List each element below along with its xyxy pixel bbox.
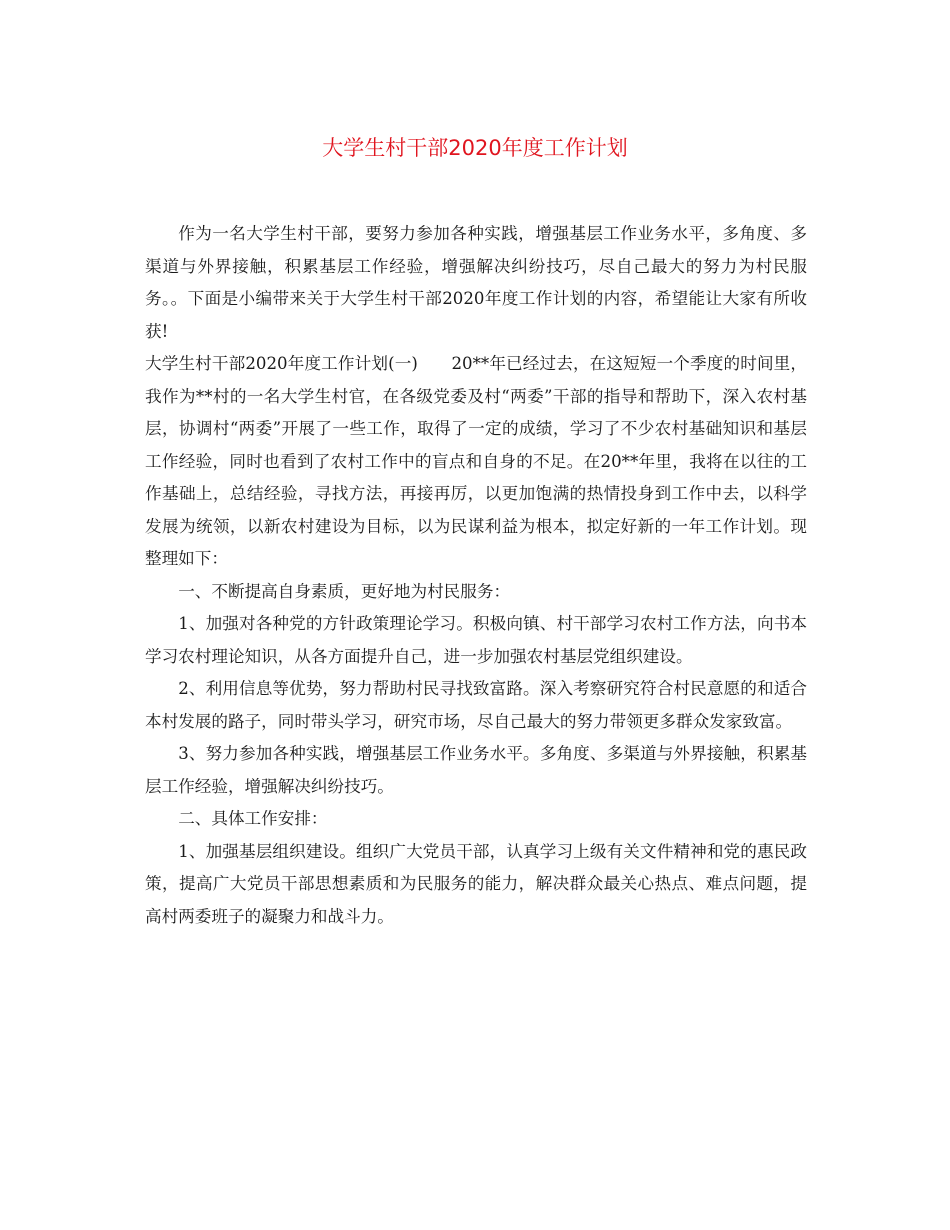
document-title: 大学生村干部2020年度工作计划 <box>322 136 628 160</box>
section-heading-one: 一、不断提高自身素质，更好地为村民服务： <box>178 581 511 601</box>
paragraph-item-2: 2、利用信息等优势，努力帮助村民寻找致富路。深入考察研究符合村民意愿的和适合本村发展的路子，同时带头学习，研究市场，尽自己最大的努力带领更多群众发家致富。 <box>145 679 807 731</box>
paragraph-arrangement-1: 1、加强基层组织建设。组织广大党员干部，认真学习上级有关文件精神和党的惠民政策，提高广大党员干部思想素质和为民服务的能力，解决群众最关心热点、难点问题，提高村两委班子的凝聚力和战斗力。 <box>145 841 807 926</box>
paragraph-item-1: 1、加强对各种党的方针政策理论学习。积极向镇、村干部学习农村工作方法，向书本学习农村理论知识，从各方面提升自己，进一步加强农村基层党组织建设。 <box>145 614 807 666</box>
section-heading-two: 二、具体工作安排： <box>178 809 328 828</box>
document-body <box>145 218 807 933</box>
paragraph-item-3: 3、努力参加各种实践，增强基层工作业务水平。多角度、多渠道与外界接触，积累基层工作经验，增强解决纠纷技巧。 <box>145 744 807 796</box>
paragraph-intro: 作为一名大学生村干部，要努力参加各种实践，增强基层工作业务水平，多角度、多渠道与外界接触，积累基层工作经验，增强解决纠纷技巧，尽自己最大的努力为村民服务。。下面是小编带来关于大学生村干部2020年度工作计划的内容，希望能让大家有所收获! <box>145 224 807 341</box>
paragraph-plan-one: 大学生村干部2020年度工作计划(一) 20**年已经过去，在这短短一个季度的时间里，我作为**村的一名大学生村官，在各级党委及村“两委”干部的指导和帮助下，深入农村基层，协调村“两委”开展了一些工作，取得了一定的成绩，学习了不少农村基础知识和基层工作经验，同时也看到了农村工作中的盲点和自身的不足。在20**年里，我将在以往的工作基础上，总结经验，寻找方法，再接再厉，以更加饱满的热情投身到工作中去，以科学发展为统领，以新农村建设为目标，以为民谋利益为根本，拟定好新的一年工作计划。现整理如下： <box>145 354 807 568</box>
